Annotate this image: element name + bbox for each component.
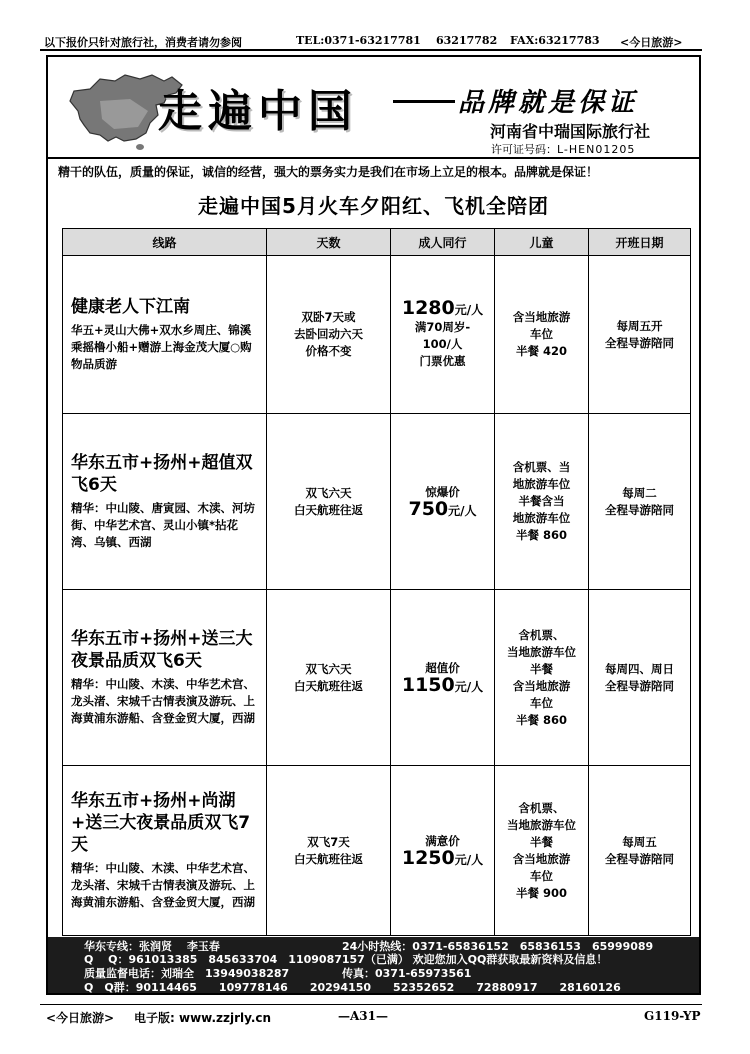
- tour-price-table: [62, 228, 691, 936]
- price-note: 满70周岁-: [414, 319, 471, 334]
- adult-price: [391, 296, 494, 319]
- route-name: 华东五市+扬州+送三大夜景品质双飞6天: [71, 629, 253, 671]
- child-line: 车位: [530, 868, 553, 883]
- issue-code: G119-YP: [644, 1009, 701, 1023]
- route-name: 健康老人下江南: [71, 297, 190, 317]
- page-title: 走遍中国5月火车夕阳红、飞机全陪团: [198, 194, 549, 218]
- price-label: 惊爆价: [425, 484, 460, 499]
- price-value: 750: [408, 497, 449, 520]
- route-cell: [63, 256, 267, 414]
- child-cell: [495, 766, 589, 936]
- child-line: 地旅游车位: [512, 477, 571, 491]
- license-code: L-HEN01205: [557, 143, 636, 156]
- contact-names: 华东专线：张润贤 李玉春: [84, 940, 220, 953]
- child-line: 半餐 420: [515, 344, 567, 358]
- price-note: 门票优惠: [419, 353, 466, 368]
- brand-slogan: 品牌就是保证: [458, 88, 639, 118]
- col-departure: 开班日期: [589, 229, 691, 256]
- child-line: 地旅游车位: [512, 511, 571, 525]
- fax: FAX:63217783: [510, 34, 600, 47]
- days-line: 双卧7天或: [301, 310, 356, 324]
- child-line: 半餐: [530, 834, 553, 849]
- child-line: 含当地旅游: [512, 678, 571, 693]
- adult-price: [391, 673, 494, 696]
- route-cell: [63, 414, 267, 590]
- price-unit: 元/人: [448, 503, 477, 518]
- table-row: [63, 766, 691, 936]
- table-header-row: [63, 229, 691, 256]
- route-name: 华东五市+扬州+尚湖+送三大夜景品质双飞7天: [71, 791, 251, 855]
- col-days: 天数: [267, 229, 391, 256]
- days-line: 双飞六天: [305, 485, 352, 500]
- child-line: 半餐 900: [515, 885, 567, 900]
- table-row: [63, 256, 691, 414]
- intro-text: 精干的队伍，质量的保证，诚信的经营，强大的票务实力是我们在市场上立足的根本。品牌就是保证！: [58, 165, 599, 179]
- price-label: 超值价: [425, 660, 460, 675]
- agency-name: 河南省中瑞国际旅行社: [490, 122, 651, 141]
- trade-only-notice: 以下报价只针对旅行社，消费者请勿参阅: [44, 36, 242, 49]
- child-line: 半餐: [530, 661, 553, 676]
- days-line: 价格不变: [305, 344, 352, 358]
- departure-day: 每周四、周日: [605, 661, 674, 676]
- price-value: 1250: [401, 846, 455, 869]
- child-line: 含当地旅游: [512, 851, 571, 866]
- table-row: [63, 590, 691, 766]
- guide-note: 全程导游陪同: [605, 502, 674, 517]
- route-desc: 精华：中山陵、木渎、中华艺术宫、龙头渚、宋城千古情表演及游玩、上海黄浦东游船、含登金贸大厦，西湖: [71, 861, 255, 909]
- departure-cell: [589, 414, 691, 590]
- price-note: 100/人: [422, 336, 463, 351]
- child-line: 当地旅游车位: [507, 644, 576, 659]
- qq-groups: Q Q群：90114465 109778146 20294150 52352652 72880917 28160126: [84, 981, 621, 994]
- price-cell: [391, 590, 495, 766]
- brand-header: [48, 57, 699, 157]
- child-line: 当地旅游车位: [507, 817, 576, 832]
- contact-footer: [48, 937, 699, 993]
- days-line: 白天航班往返: [294, 502, 363, 517]
- route-cell: [63, 766, 267, 936]
- title-dash: [393, 100, 455, 103]
- route-desc: 华五+灵山大佛+双水乡周庄、锦溪乘摇橹小船+赠游上海金茂大厦○购物品质游: [71, 323, 252, 371]
- price-cell: [391, 414, 495, 590]
- price-value: 1150: [401, 673, 455, 696]
- col-route: 线路: [63, 229, 267, 256]
- child-line: 车位: [530, 695, 553, 710]
- price-label: 满意价: [425, 833, 460, 848]
- guide-note: 全程导游陪同: [605, 851, 674, 866]
- price-unit: 元/人: [454, 852, 484, 867]
- adult-price: [391, 497, 494, 520]
- child-cell: [495, 590, 589, 766]
- header-divider: [48, 157, 699, 159]
- table-row: [63, 414, 691, 590]
- route-desc: 精华：中山陵、唐寅园、木渎、河坊街、中华艺术宫、灵山小镇*拈花湾、乌镇、西湖: [71, 501, 255, 549]
- brand-title: 走遍中国: [158, 86, 358, 137]
- license-number: [491, 141, 635, 157]
- child-line: 含机票、: [518, 800, 565, 815]
- days-line: 白天航班往返: [294, 678, 363, 693]
- route-cell: [63, 590, 267, 766]
- telephone: TEL:0371-63217781: [296, 34, 421, 47]
- days-cell: [267, 766, 391, 936]
- departure-day: 每周五开: [616, 318, 663, 333]
- price-unit: 元/人: [454, 302, 484, 317]
- adult-price: [391, 846, 494, 869]
- days-line: 白天航班往返: [294, 851, 363, 866]
- departure-day: 每周二: [622, 485, 657, 500]
- departure-cell: [589, 766, 691, 936]
- child-line: 半餐含当: [518, 494, 565, 508]
- hotline: 24小时热线：0371-65836152 65836153 65999089: [342, 940, 654, 953]
- paper-name: <今日旅游>: [620, 36, 683, 49]
- guide-note: 全程导游陪同: [605, 335, 674, 350]
- price-cell: [391, 256, 495, 414]
- col-adult-price: 成人同行: [391, 229, 495, 256]
- price-unit: 元/人: [454, 679, 484, 694]
- fax-number: 传真：0371-65973561: [342, 967, 472, 980]
- days-cell: [267, 256, 391, 414]
- days-cell: [267, 590, 391, 766]
- qq-numbers: Q Q：961013385 845633704 1109087157（已满） 欢迎您加入QQ群获取最新资料及信息！: [84, 953, 608, 966]
- child-line: 车位: [530, 327, 553, 341]
- telephone-2: 63217782: [436, 34, 498, 47]
- days-line: 双飞7天: [307, 834, 350, 849]
- page-number: —A31—: [338, 1009, 389, 1023]
- child-line: 半餐 860: [515, 528, 567, 542]
- child-cell: [495, 256, 589, 414]
- top-info-bar: [40, 33, 702, 51]
- child-line: 含当地旅游: [512, 310, 571, 324]
- col-child: 儿童: [495, 229, 589, 256]
- child-line: 含机票、当: [512, 460, 571, 474]
- price-cell: [391, 766, 495, 936]
- price-value: 1280: [401, 296, 455, 319]
- departure-cell: [589, 256, 691, 414]
- days-line: 去卧回动六天: [294, 327, 363, 341]
- days-line: 双飞六天: [305, 661, 352, 676]
- guide-note: 全程导游陪同: [605, 678, 674, 693]
- departure-cell: [589, 590, 691, 766]
- page-footer: [40, 1004, 702, 1025]
- website-link[interactable]: 电子版: www.zzjrly.cn: [134, 1011, 272, 1025]
- route-desc: 精华：中山陵、木渎、中华艺术宫、龙头渚、宋城千古情表演及游玩、上海黄浦东游船、含登金贸大厦，西湖: [71, 677, 255, 725]
- license-label: 许可证号码：: [491, 143, 557, 156]
- paper-name-footer: <今日旅游>: [46, 1011, 115, 1025]
- departure-day: 每周五: [622, 834, 657, 849]
- route-name: 华东五市+扬州+超值双飞6天: [71, 453, 253, 495]
- days-cell: [267, 414, 391, 590]
- child-line: 半餐 860: [515, 712, 567, 727]
- advert-frame: [46, 55, 701, 995]
- child-cell: [495, 414, 589, 590]
- child-line: 含机票、: [518, 627, 565, 642]
- quality-phone: 质量监督电话：刘瑞全 13949038287: [84, 967, 290, 980]
